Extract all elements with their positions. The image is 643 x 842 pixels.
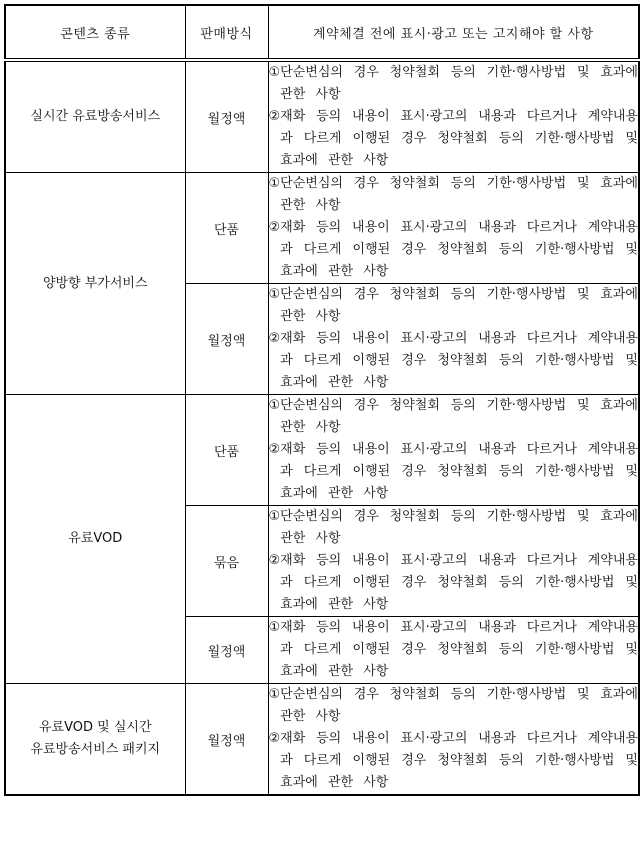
item-number: ①: [268, 176, 281, 191]
item-text: 단순변심의 경우 청약철회 등의 기한·행사방법 및 효과에 관한 사항: [280, 398, 638, 435]
item-text: 재화 등의 내용이 표시·광고의 내용과 다르거나 계약내용과 다르게 이행된 경우 청약철회 등의 기한·행사방법 및 효과에 관한 사항: [280, 109, 638, 168]
requirement-item: [269, 173, 639, 217]
sales-method-cell: 단품: [185, 173, 268, 284]
item-text: 단순변심의 경우 청약철회 등의 기한·행사방법 및 효과에 관한 사항: [280, 287, 638, 324]
requirement-item: [269, 217, 639, 283]
header-requirements: 계약체결 전에 표시·광고 또는 고지해야 할 사항: [268, 5, 639, 60]
requirement-item: [269, 328, 639, 394]
requirement-item: [269, 439, 639, 505]
item-number: ②: [268, 220, 281, 235]
content-type-label: 유료방송서비스 패키지: [30, 742, 161, 757]
item-number: ②: [268, 109, 281, 124]
item-text: 단순변심의 경우 청약철회 등의 기한·행사방법 및 효과에 관한 사항: [280, 65, 638, 102]
table-row: [5, 684, 639, 796]
item-number: ②: [268, 442, 281, 457]
content-type-cell: [5, 60, 185, 173]
requirement-item: [269, 106, 639, 172]
item-text: 재화 등의 내용이 표시·광고의 내용과 다르거나 계약내용과 다르게 이행된 경우 청약철회 등의 기한·행사방법 및 효과에 관한 사항: [280, 553, 638, 612]
item-text: 재화 등의 내용이 표시·광고의 내용과 다르거나 계약내용과 다르게 이행된 경우 청약철회 등의 기한·행사방법 및 효과에 관한 사항: [280, 442, 638, 501]
item-text: 단순변심의 경우 청약철회 등의 기한·행사방법 및 효과에 관한 사항: [280, 509, 638, 546]
content-type-label: 유료VOD: [68, 531, 123, 546]
requirement-item: [269, 617, 639, 683]
table-row: [5, 60, 639, 173]
item-number: ①: [268, 509, 281, 524]
content-type-cell: [5, 395, 185, 684]
table-row: [5, 173, 639, 284]
requirements-cell: [268, 506, 639, 617]
content-type-cell: [5, 684, 185, 796]
item-number: ②: [268, 731, 281, 746]
header-content-type: 콘텐츠 종류: [5, 5, 185, 60]
header-sales-method: 판매방식: [185, 5, 268, 60]
sales-method-cell: 월정액: [185, 284, 268, 395]
sales-method-cell: 월정액: [185, 684, 268, 796]
requirement-item: [269, 728, 639, 794]
content-type-table: [4, 4, 640, 796]
requirement-item: [269, 684, 639, 728]
requirement-item: [269, 506, 639, 550]
item-text: 재화 등의 내용이 표시·광고의 내용과 다르거나 계약내용과 다르게 이행된 경우 청약철회 등의 기한·행사방법 및 효과에 관한 사항: [280, 620, 638, 679]
requirements-cell: [268, 173, 639, 284]
item-text: 단순변심의 경우 청약철회 등의 기한·행사방법 및 효과에 관한 사항: [280, 176, 638, 213]
content-type-label: 실시간 유료방송서비스: [30, 109, 161, 124]
requirements-cell: [268, 617, 639, 684]
content-type-label: 양방향 부가서비스: [42, 275, 148, 291]
sales-method-cell: 월정액: [185, 617, 268, 684]
item-number: ①: [268, 65, 281, 80]
item-number: ①: [268, 620, 281, 635]
item-number: ②: [268, 553, 281, 568]
requirements-cell: [268, 395, 639, 506]
content-type-label: 유료VOD 및 실시간: [38, 720, 152, 735]
sales-method-cell: 월정액: [185, 60, 268, 173]
table-header-row: [5, 5, 639, 60]
requirements-cell: [268, 684, 639, 796]
table-row: [5, 395, 639, 506]
item-number: ①: [268, 398, 281, 413]
requirement-item: [269, 550, 639, 616]
item-number: ①: [268, 687, 281, 702]
requirement-item: [269, 62, 639, 106]
item-text: 단순변심의 경우 청약철회 등의 기한·행사방법 및 효과에 관한 사항: [280, 687, 638, 724]
content-type-cell: [5, 173, 185, 395]
requirement-item: [269, 395, 639, 439]
requirements-cell: [268, 284, 639, 395]
sales-method-cell: 묶음: [185, 506, 268, 617]
item-number: ①: [268, 287, 281, 302]
table-body: [5, 60, 639, 795]
requirement-item: [269, 284, 639, 328]
item-text: 재화 등의 내용이 표시·광고의 내용과 다르거나 계약내용과 다르게 이행된 경우 청약철회 등의 기한·행사방법 및 효과에 관한 사항: [280, 331, 638, 390]
requirements-cell: [268, 60, 639, 173]
item-number: ②: [268, 331, 281, 346]
item-text: 재화 등의 내용이 표시·광고의 내용과 다르거나 계약내용과 다르게 이행된 경우 청약철회 등의 기한·행사방법 및 효과에 관한 사항: [280, 731, 638, 790]
sales-method-cell: 단품: [185, 395, 268, 506]
item-text: 재화 등의 내용이 표시·광고의 내용과 다르거나 계약내용과 다르게 이행된 경우 청약철회 등의 기한·행사방법 및 효과에 관한 사항: [280, 220, 638, 279]
